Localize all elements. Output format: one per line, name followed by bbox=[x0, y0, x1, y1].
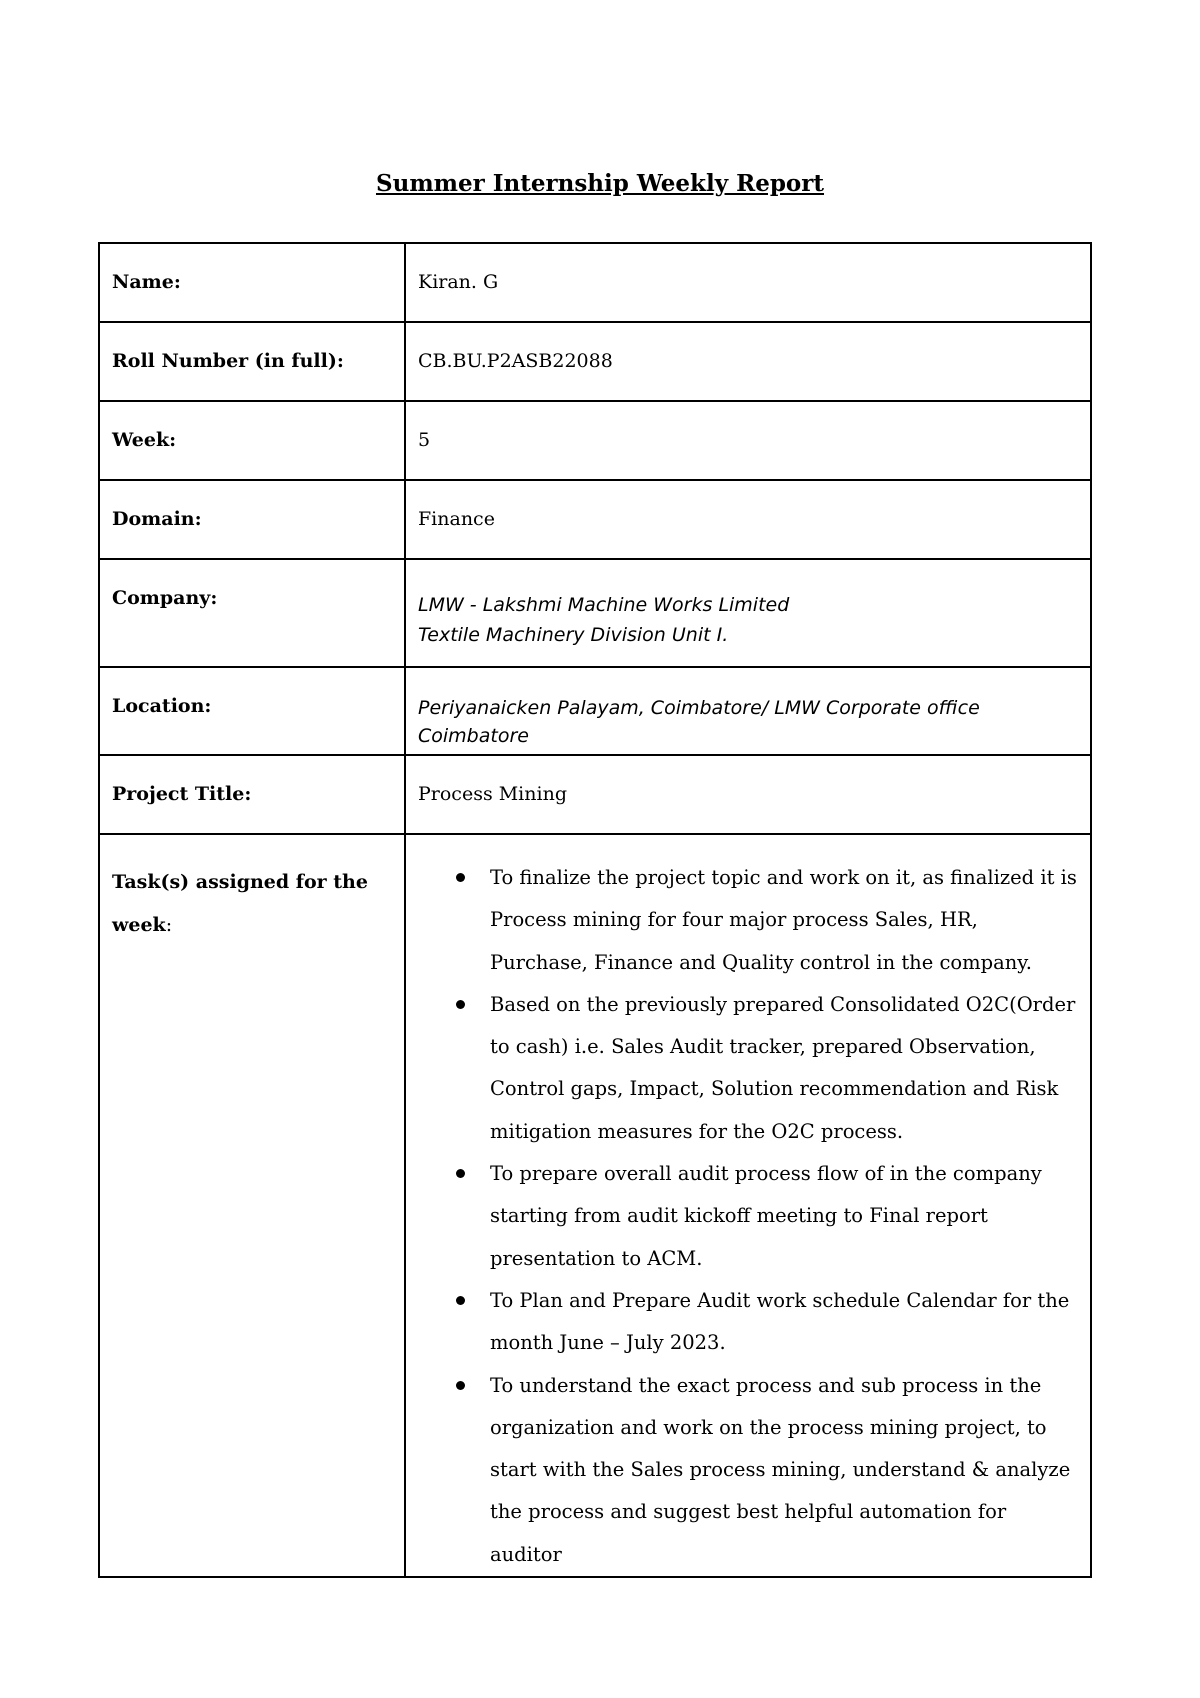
location-line-2: Coimbatore bbox=[418, 725, 529, 747]
name-value: Kiran. G bbox=[418, 271, 499, 293]
bullet-icon bbox=[456, 1296, 465, 1305]
project-label-cell bbox=[99, 755, 405, 834]
domain-value-cell bbox=[405, 480, 1091, 559]
bullet-icon bbox=[456, 1169, 465, 1178]
bullet-icon bbox=[456, 1000, 465, 1009]
task-text: To understand the exact process and sub process in the organization and work on the process mining project, to start with the Sales process mining, understand & analyze the process and suggest best helpful automation for auditor bbox=[490, 1373, 1071, 1566]
tasks-list bbox=[418, 835, 1078, 1576]
table-row-week bbox=[99, 401, 1091, 480]
project-value-cell bbox=[405, 755, 1091, 834]
tasks-label-line-2: week bbox=[112, 914, 166, 936]
domain-value: Finance bbox=[418, 508, 495, 530]
task-text: Based on the previously prepared Consolidated O2C(Order to cash) i.e. Sales Audit tracker, prepared Observation, Control gaps, Impact, Solution recommendation and Risk mitigation measures for the O2C process. bbox=[490, 992, 1076, 1143]
company-value-cell bbox=[405, 559, 1091, 667]
name-label: Name: bbox=[112, 271, 181, 293]
tasks-label-cell bbox=[99, 834, 405, 1577]
page-title: Summer Internship Weekly Report bbox=[375, 170, 825, 197]
week-value: 5 bbox=[418, 429, 431, 451]
table-row-name bbox=[99, 243, 1091, 322]
task-item bbox=[490, 984, 1078, 1153]
domain-label-cell bbox=[99, 480, 405, 559]
week-value-cell bbox=[405, 401, 1091, 480]
bullet-icon bbox=[456, 1381, 465, 1390]
task-item bbox=[490, 1153, 1078, 1280]
company-line-1: LMW - Lakshmi Machine Works Limited bbox=[418, 594, 790, 616]
roll-number-value: CB.BU.P2ASB22088 bbox=[418, 350, 613, 372]
roll-number-label: Roll Number (in full): bbox=[112, 350, 344, 372]
project-title-value: Process Mining bbox=[418, 783, 567, 805]
company-line-2: Textile Machinery Division Unit I. bbox=[418, 624, 729, 646]
company-label: Company: bbox=[112, 587, 218, 609]
table-row-tasks bbox=[99, 834, 1091, 1577]
table-row-domain bbox=[99, 480, 1091, 559]
location-label: Location: bbox=[112, 695, 212, 717]
tasks-label-suffix: : bbox=[165, 914, 173, 936]
location-value-cell bbox=[405, 667, 1091, 755]
company-label-cell bbox=[99, 559, 405, 667]
name-value-cell bbox=[405, 243, 1091, 322]
task-item bbox=[490, 1280, 1078, 1365]
domain-label: Domain: bbox=[112, 508, 202, 530]
tasks-label-line-1: Task(s) assigned for the bbox=[112, 871, 368, 893]
project-title-label: Project Title: bbox=[112, 783, 252, 805]
location-line-1: Periyanaicken Palayam, Coimbatore/ LMW Corporate office bbox=[418, 697, 980, 719]
table-row-project-title bbox=[99, 755, 1091, 834]
bullet-icon bbox=[456, 873, 465, 882]
task-item bbox=[490, 1365, 1078, 1576]
location-value bbox=[418, 668, 1078, 750]
company-value bbox=[418, 560, 1078, 650]
report-table bbox=[98, 242, 1092, 1578]
table-row-company bbox=[99, 559, 1091, 667]
roll-value-cell bbox=[405, 322, 1091, 401]
task-item bbox=[490, 857, 1078, 984]
week-label: Week: bbox=[112, 429, 177, 451]
task-text: To finalize the project topic and work on it, as finalized it is Process mining for four major process Sales, HR, Purchase, Finance and Quality control in the company. bbox=[490, 866, 1077, 974]
tasks-value-cell bbox=[405, 834, 1091, 1577]
location-label-cell bbox=[99, 667, 405, 755]
tasks-label bbox=[112, 835, 392, 947]
roll-label-cell bbox=[99, 322, 405, 401]
table-row-roll-number bbox=[99, 322, 1091, 401]
table-row-location bbox=[99, 667, 1091, 755]
task-text: To prepare overall audit process flow of in the company starting from audit kickoff meeting to Final report presentation to ACM. bbox=[490, 1162, 1042, 1270]
week-label-cell bbox=[99, 401, 405, 480]
name-label-cell bbox=[99, 243, 405, 322]
task-text: To Plan and Prepare Audit work schedule Calendar for the month June – July 2023. bbox=[490, 1288, 1070, 1355]
